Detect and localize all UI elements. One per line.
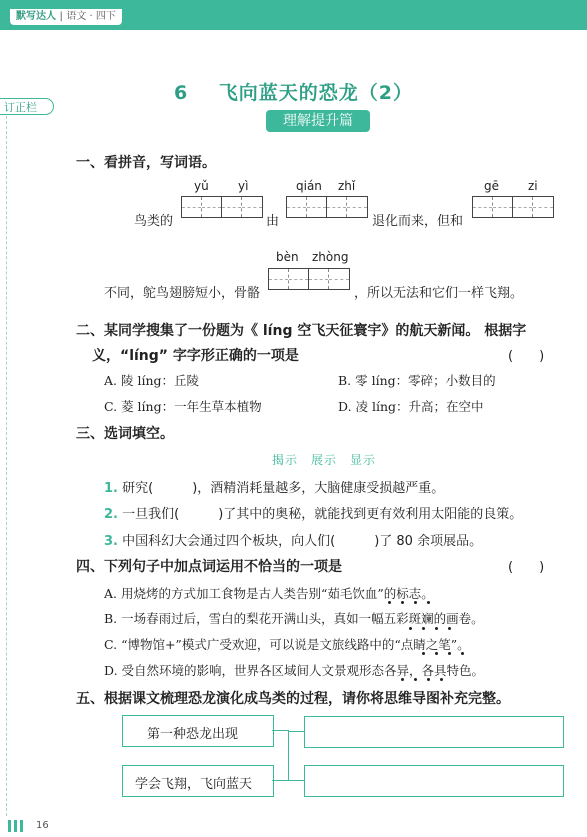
q4-option-a[interactable]: A. 用烧烤的方式加工食物是古人类告别“茹毛饮血”的标志。 [104, 586, 434, 601]
q3-item-3-text: 中国科幻大会通过四个板块，向人们( )了 80 余项展品。 [122, 534, 483, 549]
q3-heading: 三、选词填空。 [76, 426, 174, 442]
emphasis-dot [427, 601, 430, 604]
q2-option-c[interactable]: C. 菱 líng：一年生草本植物 [104, 399, 262, 414]
pinyin-zhong: zhòng [312, 250, 349, 264]
connector-h-bottom [272, 780, 288, 781]
q2-option-d[interactable]: D. 凌 líng：升高；在空中 [338, 399, 484, 414]
q3-item-1-num: 1. [104, 481, 118, 496]
pinyin-zi: zi [528, 179, 538, 193]
q2-heading-line1: 二、某同学搜集了一份题为《 líng 空飞天征寰宇》的航天新闻。 根据字 [76, 323, 527, 339]
q2-heading-line2: 义，“líng” 字字形正确的一项是 [92, 348, 299, 364]
q4-heading: 四、下列句子中加点词运用不恰当的一项是 [76, 559, 342, 575]
connector-to-box2 [288, 780, 304, 781]
q3-item-3 [104, 530, 482, 549]
q2-answer-paren[interactable]: ( ) [508, 349, 545, 364]
emphasis-dot [409, 627, 412, 630]
q5-heading: 五、根据课文梳理恐龙演化成鸟类的过程，请你将思维导图补充完整。 [76, 691, 510, 707]
lesson-name: 飞向蓝天的恐龙（2） [218, 82, 413, 104]
q4-option-b[interactable]: B. 一场春雨过后，雪白的梨花开满山头，真如一幅五彩斑斓的画卷。 [104, 611, 484, 626]
correction-margin-line [6, 116, 7, 816]
answer-grid-yuyi[interactable] [181, 196, 263, 218]
emphasis-dot [388, 601, 391, 604]
q4-option-d[interactable]: D. 受自然环境的影响，世界各区域间人文景观形态各异，各具特色。 [104, 663, 485, 678]
q1-text-3: 退化而来，但和 [372, 214, 464, 229]
mindmap-answer-box-2[interactable] [304, 765, 564, 797]
pinyin-ben: bèn [276, 250, 299, 264]
q3-item-2-text: 一旦我们( )了其中的奥秘，就能找到更有效利用太阳能的良策。 [122, 507, 523, 522]
q4-answer-paren[interactable]: ( ) [508, 560, 545, 575]
mindmap-start-box [122, 715, 274, 747]
q4-option-c[interactable]: C. “博物馆+”模式广受欢迎，可以说是文旅线路中的“点睛之笔”。 [104, 637, 470, 652]
emphasis-dot [401, 601, 404, 604]
q3-item-2-num: 2. [104, 507, 118, 522]
mindmap-start-label: 第一种恐龙出现 [147, 727, 239, 742]
correction-tab-label: 订正栏 [4, 101, 37, 114]
subject-label: 语文 · 四下 [66, 11, 116, 22]
emphasis-dot [422, 627, 425, 630]
answer-grid-benzhong[interactable] [268, 268, 350, 290]
emphasis-dot [414, 678, 417, 681]
pinyin-ge: gē [484, 179, 499, 193]
pinyin-qian: qián [296, 179, 322, 193]
mindmap-end-box [122, 765, 274, 797]
q3-item-2 [104, 503, 522, 522]
brand-label: 默写达人 [16, 11, 56, 22]
pinyin-zhi: zhǐ [338, 179, 356, 193]
pinyin-yi: yì [238, 179, 249, 193]
word-bank: 揭示 展示 显示 [272, 453, 377, 467]
lesson-title [0, 78, 587, 105]
q1-text-4: 不同，鸵鸟翅膀短小，骨骼 [104, 286, 261, 301]
connector-v [288, 730, 289, 781]
footer-stripe [20, 820, 23, 832]
q1-heading: 一、看拼音，写词语。 [76, 155, 216, 171]
connector-to-box1 [288, 731, 304, 732]
q3-item-1 [104, 477, 444, 496]
emphasis-dot [401, 678, 404, 681]
emphasis-dot [461, 652, 464, 655]
q2-option-b[interactable]: B. 零 líng：零碎；小数目的 [338, 373, 496, 388]
header-tag [10, 9, 122, 25]
header-divider: | [59, 11, 63, 22]
answer-grid-qianzhi[interactable] [286, 196, 368, 218]
footer-stripe [8, 820, 11, 832]
q3-item-1-text: 研究( )，酒精消耗量越多，大脑健康受损越严重。 [122, 481, 445, 496]
emphasis-dot [435, 627, 438, 630]
emphasis-dot [448, 652, 451, 655]
connector-h-top [272, 730, 288, 731]
q2-option-a[interactable]: A. 陵 líng：丘陵 [104, 373, 199, 388]
mindmap-end-label: 学会飞翔，飞向蓝天 [135, 777, 253, 792]
emphasis-dot [422, 652, 425, 655]
section-badge: 理解提升篇 [266, 110, 370, 132]
lesson-number: 6 [174, 82, 189, 104]
emphasis-dot [448, 627, 451, 630]
pinyin-yu: yǔ [194, 179, 209, 193]
emphasis-dot [414, 601, 417, 604]
footer-stripe [14, 820, 17, 832]
q1-text-1: 鸟类的 [134, 214, 174, 229]
q1-text-2: 由 [266, 214, 280, 229]
q1-text-5: ，所以无法和它们一样飞翔。 [354, 286, 524, 301]
emphasis-dot [427, 678, 430, 681]
mindmap-answer-box-1[interactable] [304, 716, 564, 748]
answer-grid-gezi[interactable] [472, 196, 554, 218]
emphasis-dot [440, 678, 443, 681]
q3-item-3-num: 3. [104, 534, 118, 549]
emphasis-dot [435, 652, 438, 655]
page-number: 16 [36, 820, 49, 831]
